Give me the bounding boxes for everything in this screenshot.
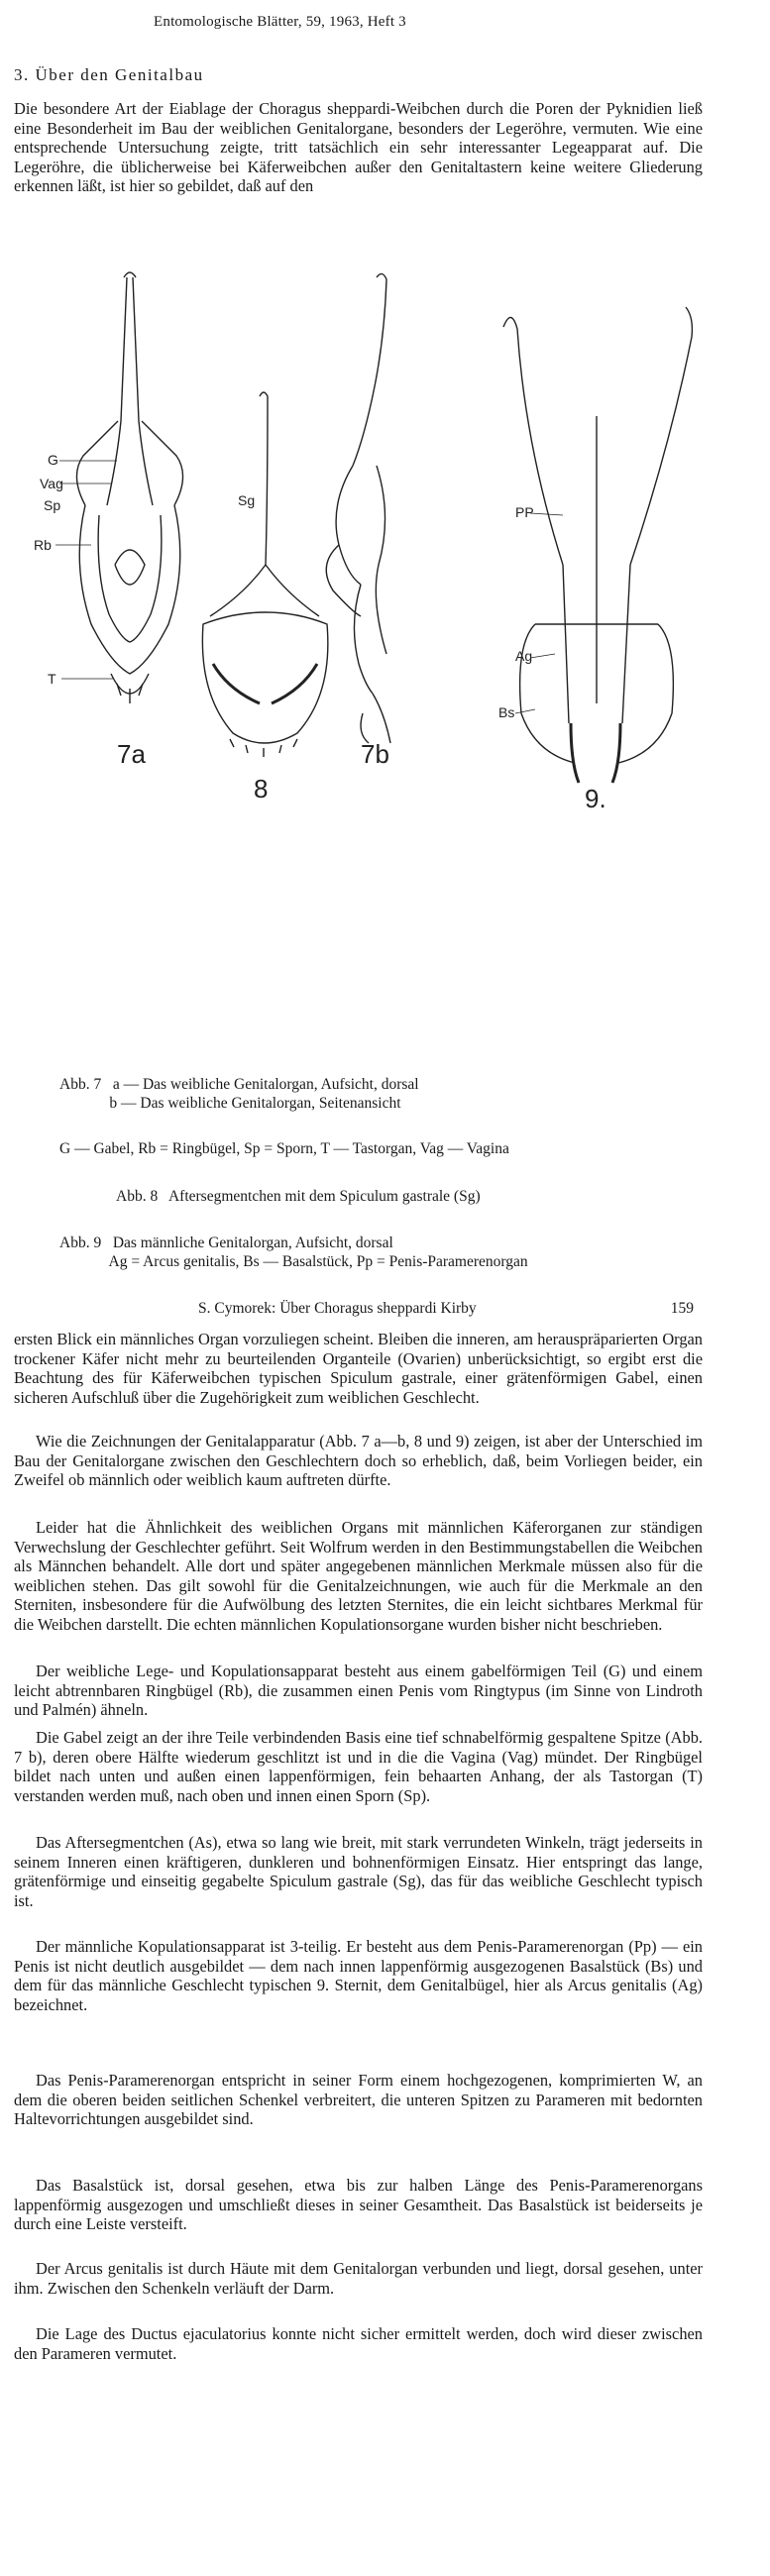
paragraph: Das Basalstück ist, dorsal gesehen, etwa bis zur halben Länge des Penis-Paramerenorgans lappenförmig ausgezogen und umschließt dieses in seiner Gesamtheit. Das Basalstück ist beiderseits je durch eine Leiste versteift. (14, 2176, 703, 2233)
paragraph: ersten Blick ein männliches Organ vorzuliegen scheint. Bleiben die inneren, am herauspräparierten Organ trockener Käfer nicht mehr zu beurteilenden Organteile (Ovarien) unberücksichtigt, so ergibt erst die Beachtung des für Käferweibchen typischen Spiculum gastrale, einer grätenförmigen Gabel, einen sicheren Aufschluß über die Zugehörigkeit zum weiblichen Geschlecht. (14, 1330, 703, 1407)
caption-abb9: Abb. 9 Das männliche Genitalorgan, Aufsicht, dorsal (59, 1234, 393, 1251)
paragraph: Die Gabel zeigt an der ihre Teile verbindenden Basis eine tief schnabelförmig gespaltene Spitze (Abb. 7 b), deren obere Hälfte wiederum geschlitzt ist und in die die Vagina (Vag) mündet. Der Ringbügel bildet nach unten und außen einen lappenförmigen, fein behaarten Anhang, der als Tastorgan (T) verstanden werden muß, nach oben und innen einen Sporn (Sp). (14, 1728, 703, 1805)
fig-7a-drawing (55, 272, 183, 703)
label-Rb: Rb (34, 537, 52, 553)
fig-7b-label: 7b (361, 739, 389, 769)
label-Bs: Bs (498, 704, 515, 720)
caption-abb8: Abb. 8 Aftersegmentchen mit dem Spiculum gastrale (Sg) (116, 1188, 481, 1205)
running-head-text: S. Cymorek: Über Choragus sheppardi Kirby (198, 1300, 477, 1317)
section-title: 3. Über den Genitalbau (14, 65, 204, 84)
paragraph: Der männliche Kopulationsapparat ist 3-teilig. Er besteht aus dem Penis-Paramerenorgan (Pp) — ein Penis ist nicht deutlich ausgebildet — dem nach innen lappenförmig ausgezogenen Basalstück (Bs) und dem für das männliche Geschlecht typischen 9. Sternit, dem Genitalbügel, hier als Arcus genitalis (Ag) bezeichnet. (14, 1937, 703, 2014)
label-Sg: Sg (238, 492, 256, 508)
caption-abb7a: Abb. 7 a — Das weibliche Genitalorgan, Aufsicht, dorsal (59, 1076, 419, 1093)
caption-legend-abb7: G — Gabel, Rb = Ringbügel, Sp = Sporn, T — Tastorgan, Vag — Vagina (59, 1140, 509, 1157)
paragraph: Der Arcus genitalis ist durch Häute mit dem Genitalorgan verbunden und liegt, dorsal gesehen, unter ihm. Zwischen den Schenkeln verläuft der Darm. (14, 2259, 703, 2298)
fig-8-label: 8 (254, 774, 269, 804)
paragraph: Der weibliche Lege- und Kopulationsapparat besteht aus einem gabelförmigen Teil (G) und einem leicht abtrennbaren Ringbügel (Rb), die zusammen einen Penis vom Ringtypus (im Sinne von Lindroth und Palmén) ähneln. (14, 1662, 703, 1719)
paragraph: Leider hat die Ähnlichkeit des weiblichen Organs mit männlichen Käferorganen zur ständigen Verwechslung der Geschlechter geführt. Seit Wolfrum werden in den Bestimmungstabellen die Weibchen als Männchen behandelt. Alle dort und später angegebenen männlichen Merkmale müssen also für die weiblichen stehen. Das gilt sowohl für die Genitalzeichnungen, wie auch für die Merkmale an den Sterniten, insbesondere für die Aufwölbung des letzten Sternites, die ein leicht sichtbares Merkmal für die Weibchen darstellt. Die echten männlichen Kopulationsorgane wurden bisher nicht beschrieben. (14, 1518, 703, 1634)
fig-9-label: 9. (585, 784, 606, 813)
paragraph: Die Lage des Ductus ejaculatorius konnte nicht sicher ermittelt werden, doch wird dieser zwischen den Parameren vermutet. (14, 2324, 703, 2363)
label-T: T (48, 671, 56, 687)
page-number: 159 (670, 1300, 694, 1317)
caption-legend-abb9: Ag = Arcus genitalis, Bs — Basalstück, Pp = Penis-Paramerenorgan (59, 1253, 528, 1270)
paragraph: Wie die Zeichnungen der Genitalapparatur (Abb. 7 a—b, 8 und 9) zeigen, ist aber der Unterschied im Bau der Genitalorgane zwischen den Geschlechtern doch so erheblich, daß, beim Vorliegen beider, ein Zweifel ob männlich oder weiblich kaum auftreten dürfte. (14, 1432, 703, 1489)
intro-paragraph: Die besondere Art der Eiablage der Choragus sheppardi-Weibchen durch die Poren der Pyknidien ließ eine Besonderheit im Bau der weiblichen Genitalorgane, besonders der Legeröhre, vermuten. Wie eine entsprechende Untersuchung zeigte, tritt tatsächlich ein sehr interessanter Legeapparat auf. Die Legeröhre, die üblicherweise bei Käferweibchen außer den Genitaltastern keine weitere Gliederung erkennen läßt, ist hier so gebildet, daß auf den (14, 99, 703, 195)
caption-abb7b: b — Das weibliche Genitalorgan, Seitenansicht (59, 1095, 401, 1112)
fig-7b-drawing (326, 273, 390, 743)
journal-header: Entomologische Blätter, 59, 1963, Heft 3 (154, 14, 406, 30)
paragraph: Das Aftersegmentchen (As), etwa so lang wie breit, mit stark verrundeten Winkeln, trägt jederseits in seinem Inneren einen kräftigeren, dunkleren und bohnenförmigen Einsatz. Hier entspringt das lange, grätenförmige und einseitig gegabelte Spiculum gastrale (Sg), das für das weibliche Geschlecht typisch ist. (14, 1833, 703, 1910)
fig-8-drawing (202, 392, 327, 757)
figure-plate (0, 248, 770, 1020)
label-Sp: Sp (44, 497, 61, 513)
label-Pp: PP (515, 504, 534, 520)
label-G: G (48, 452, 58, 468)
running-head (198, 1300, 694, 1318)
label-Ag: Ag (515, 648, 533, 664)
label-Vag: Vag (40, 476, 63, 491)
fig-9-drawing (503, 307, 692, 783)
paragraph: Das Penis-Paramerenorgan entspricht in seiner Form einem hochgezogenen, komprimierten W, an dem die oberen beiden seitlichen Schenkel verbreitert, die unteren Spitzen zu Parameren mit bedornten Haltevorrichtungen ausgebildet sind. (14, 2071, 703, 2128)
fig-7a-label: 7a (117, 739, 146, 769)
